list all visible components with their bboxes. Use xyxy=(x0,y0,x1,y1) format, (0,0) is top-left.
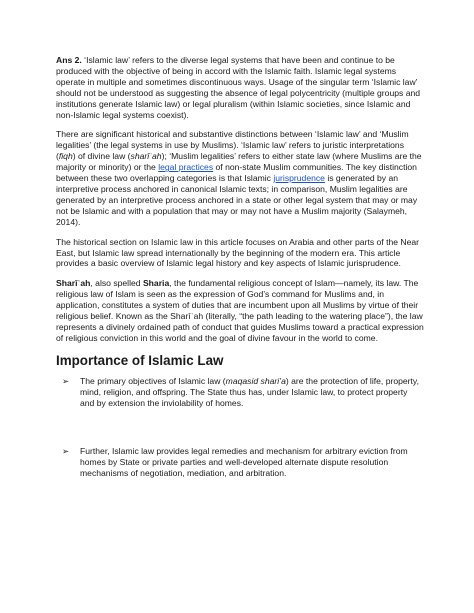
link-jurisprudence[interactable]: jurisprudence xyxy=(273,173,325,184)
paragraph-text: There are significant historical and substantive distinctions between ‘Islamic law’ and ‘Muslim legalities’ (the legal systems in use by Muslims). ‘Islamic law’ refers to juristic interpretations ( xyxy=(56,129,409,162)
link-legal-practices[interactable]: legal practices xyxy=(158,162,214,173)
paragraph-answer-intro xyxy=(56,55,424,120)
paragraph-text: ); ‘Muslim legalities’ refers to either state law (where Muslims are the majority or minority) or the xyxy=(56,151,422,173)
bullet-text: Further, Islamic law provides legal remedies and mechanism for arbitrary eviction from homes by State or private parties and well-developed alternate dispute resolution mechanisms of negotiation, mediation, and arbitration. xyxy=(80,446,408,479)
paragraph-sharia-definition xyxy=(56,278,424,343)
paragraph-text: is generated by an interpretive process anchored in canonical Islamic texts; in comparison, Muslim legalities are generated by an interpretive process anchored in a state or other legal system that may or may not be Islamic and with a population that may or may not have a Muslim majority (Salaymeh, 2014). xyxy=(56,173,418,227)
term-fiqh: fiqh xyxy=(58,151,73,162)
paragraph-text: ‘Islamic law’ refers to the diverse legal systems that have been and continue to be produced with the objective of being in accord with the Islamic faith. Islamic legal systems operate in multiple and sometimes discontinuous ways. Usage of the singular term ‘Islamic law’ should not be understood as suggesting the absence of legal polycentricity (multiple groups and institutions generate Islamic law) or legal pluralism (within Islamic societies, since Islamic and non-Islamic legal systems coexist). xyxy=(56,55,421,120)
arrow-bullet-icon: ➢ xyxy=(62,446,70,457)
bullet-item-remedies xyxy=(56,446,424,479)
answer-label: Ans 2. xyxy=(56,55,82,65)
term-sharia-bold: Sharia xyxy=(142,278,170,289)
arrow-bullet-icon: ➢ xyxy=(62,375,70,386)
paragraph-distinctions xyxy=(56,129,424,227)
term-shariah-bold: Sharīʿah xyxy=(56,278,91,289)
term-sharia: sharīʿah xyxy=(130,151,162,162)
paragraph-text: of non-state Muslim communities. The key distinction between these two overlapping categories is that Islamic xyxy=(56,162,417,184)
section-heading: Importance of Islamic Law xyxy=(56,352,224,368)
document-body xyxy=(56,55,424,488)
paragraph-text: ) of divine law ( xyxy=(72,151,131,162)
bullet-item-objectives xyxy=(56,376,424,409)
paragraph-text: , the fundamental religious concept of Islam—namely, its law. The religious law of Islam is seen as the expression of God’s command for Muslims and, in application, constitutes a system of duties that are incumbent upon all Muslims by virtue of their religious belief. Known as the Sharīʿah (literally, “the path leading to the watering place”), the law represents a divinely ordained path of conduct that guides Muslims toward a practical expression of religious conviction in this world and the goal of divine favour in the world to come. xyxy=(56,278,424,343)
bullet-text: The primary objectives of Islamic law ( xyxy=(80,375,226,386)
bullet-text: ) are the protection of life, property, mind, religion, and offspring. The State thus has, under Islamic law, to protect property and by extension the inviolability of homes. xyxy=(80,375,419,408)
term-maqasid: maqasid shari’a xyxy=(225,375,286,386)
paragraph-text: The historical section on Islamic law in this article focuses on Arabia and other parts of the Near East, but Islamic law spread internationally by the beginning of the modern era. This article provides a basic overview of Islamic legal history and key aspects of Islamic jurisprudence. xyxy=(56,236,420,269)
paragraph-text: , also spelled xyxy=(90,278,143,289)
paragraph-historical-section xyxy=(56,237,424,270)
